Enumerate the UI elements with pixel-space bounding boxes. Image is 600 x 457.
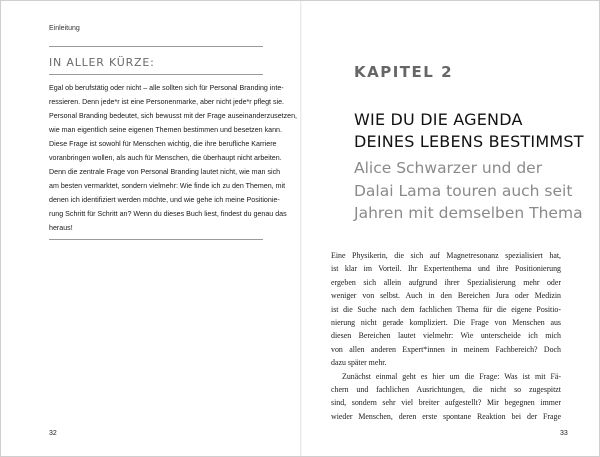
body-line: nierung nicht gerade kompliziert. Die Frage von Menschen aus [331,318,561,328]
chapter-label: KAPITEL 2 [354,63,454,81]
chapter-subtitle-line: Dalai Lama touren auch seit [354,181,573,200]
summary-top-rule [49,46,263,47]
summary-line: wie man eigentlich seine eigenen Themen bestimmen und besetzen kann. [49,126,282,134]
left-page [1,1,300,456]
page-number-left: 32 [49,430,57,437]
chapter-subtitle [354,157,583,225]
summary-title-rule [49,74,263,75]
body-line: chern und fachlichen Ausrichtungen, die nicht so zugespitzt [331,385,561,395]
summary-line: Denn die zentrale Frage von Personal Branding lautet nicht, wie man sich [49,168,281,176]
chapter-title-line: WIE DU DIE AGENDA [354,110,523,129]
summary-box-text [49,81,298,235]
right-page [302,1,599,456]
page-number-right: 33 [560,430,568,437]
body-text [331,249,561,423]
body-line: dazu später mehr. [331,358,387,368]
body-line: ist die Suche nach dem fachlichen Thema für die eigene Positio- [331,304,561,314]
chapter-subtitle-line: Alice Schwarzer und der [354,159,543,177]
summary-line: rung Schritt für Schritt an? Wenn du dieses Buch liest, findest du genau das [49,210,287,218]
body-line: von allen anderen Expert*innen in meinem Fachbereich? Doch [331,344,561,354]
body-line: Zunächst einmal geht es hier um die Frage: Was ist mit Fä- [342,371,561,381]
summary-line: ressieren. Denn jede*r ist eine Personenmarke, aber nicht jede*r pflegt sie. [49,98,285,106]
summary-line: Egal ob berufstätig oder nicht – alle sollten sich für Personal Branding inte- [49,84,284,92]
chapter-title [354,109,584,153]
chapter-subtitle-line: Jahren mit demselben Thema [354,204,583,222]
body-line: Eine Physikerin, die sich auf Magnetresonanz spezialisiert hat, [331,251,561,260]
summary-bottom-rule [49,239,263,240]
body-line: wieder Menschen, deren erste spontane Reaktion bei der Frage [331,411,561,421]
chapter-title-line: DEINES LEBENS BESTIMMST [354,132,584,151]
summary-box-title: IN ALLER KÜRZE: [49,56,155,69]
summary-line: Personal Branding bedeutet, sich bewusst mit der Frage auseinanderzusetzen, [49,112,298,120]
summary-line: denen ich identifiziert werden möchte, und wie gehe ich meine Positionie- [49,196,280,204]
body-line: ist klar im Vorteil. Ihr Expertenthema und ihre Positionierung [331,264,561,274]
summary-line: voranbringen wollen, als auch für Menschen, die überhaupt nicht arbeiten. [49,154,282,162]
summary-line: heraus! [49,224,73,232]
summary-line: Diese Frage ist sowohl für Menschen wichtig, die ihre berufliche Karriere [49,140,277,148]
body-line: diesen Bereichen lautet vielmehr: Wie unterscheide ich mich [331,331,561,341]
body-line: ergeben sich allein aufgrund ihrer Spezialisierung mehr oder [331,277,561,287]
body-line: sind, sondern sehr viel breiter aufgestellt? Mir begegnen immer [331,398,561,408]
body-line: weniger von selbst. Auch in den Bereichen Jura oder Medizin [331,291,561,301]
running-head: Einleitung [49,25,80,32]
summary-line: am besten vermarktet, sondern vielmehr: Wie finde ich zu den Themen, mit [49,182,286,190]
